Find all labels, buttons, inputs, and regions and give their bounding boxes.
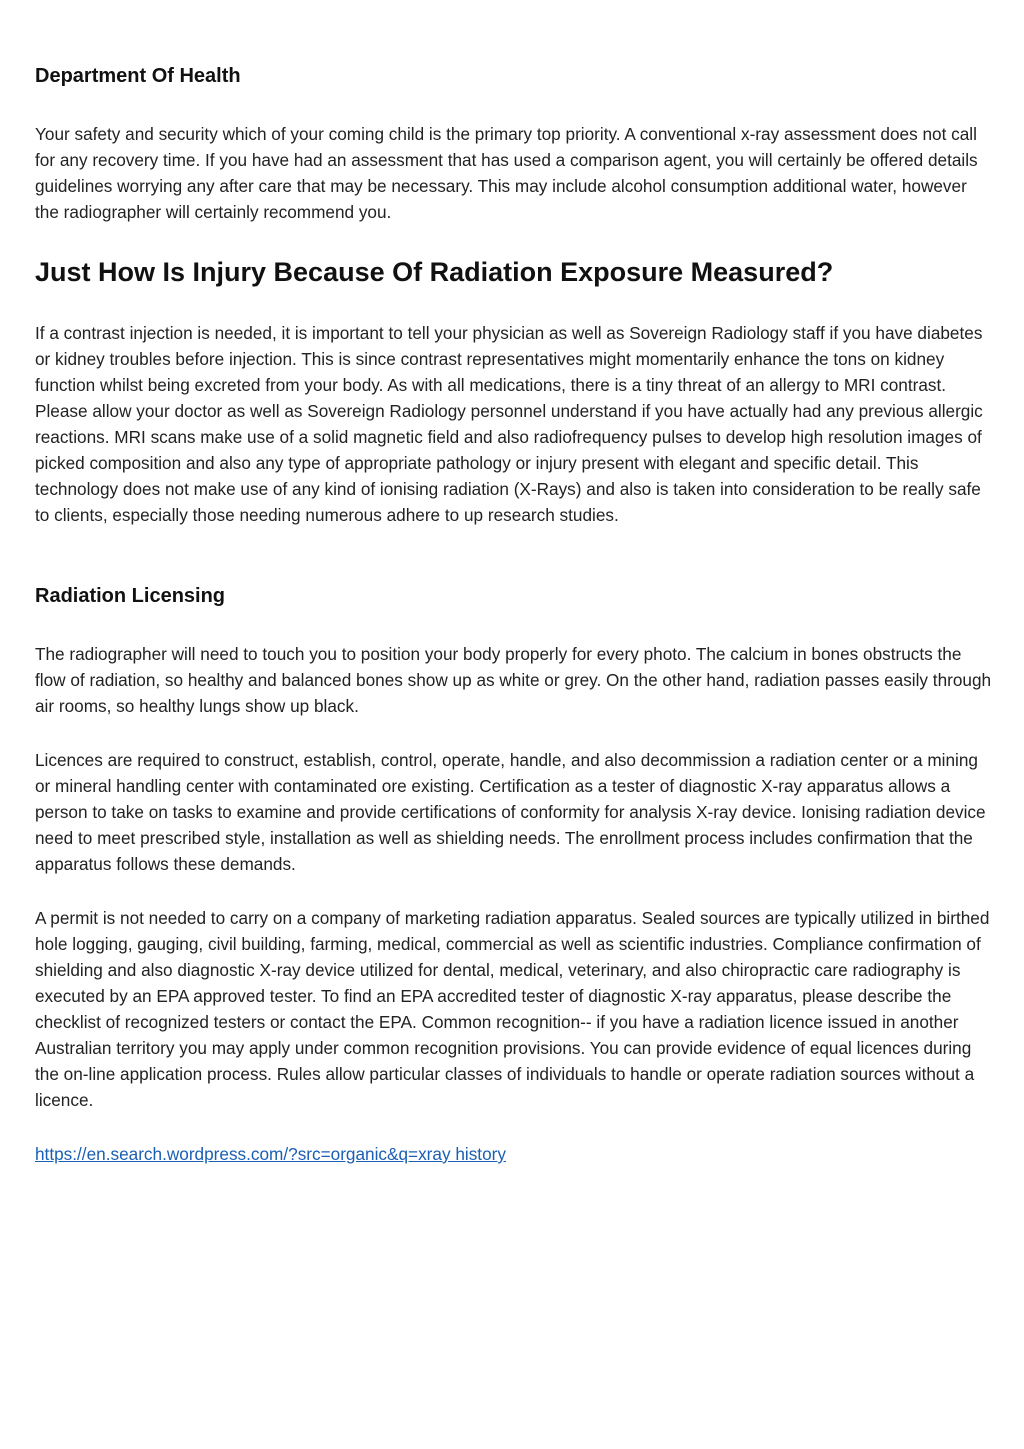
main-heading-radiation-exposure: Just How Is Injury Because Of Radiation Exposure Measured?	[35, 257, 834, 287]
paragraph-licences: Licences are required to construct, establish, control, operate, handle, and also decommission a radiation center or a mining or mineral handling center with contaminated ore existing. Certification as a tester of diagnostic X-ray apparatus allows a person to take on tasks to examine and provide certifications of conformity for analysis X-ray device. Ionising radiation device need to meet prescribed style, installation as well as shielding needs. The enrollment process includes confirmation that the apparatus follows these demands.	[35, 750, 986, 874]
paragraph-permit: A permit is not needed to carry on a company of marketing radiation apparatus. Sealed sources are typically utilized in birthed hole logging, gauging, civil building, farming, medical, commercial as well as scientific industries. Compliance confirmation of shielding and also diagnostic X-ray device utilized for dental, medical, veterinary, and also chiropractic care radiography is executed by an EPA approved tester. To find an EPA accredited tester of diagnostic X-ray apparatus, please describe the checklist of recognized testers or contact the EPA. Common recognition-- if you have a radiation licence issued in another Australian territory you may apply under common recognition provisions. You can provide evidence of equal licences during the on-line application process. Rules allow particular classes of individuals to handle or operate radiation sources without a licence.	[35, 908, 990, 1110]
paragraph-radiographer: The radiographer will need to touch you to position your body properly for every photo. The calcium in bones obstructs the flow of radiation, so healthy and balanced bones show up as white or grey. On the other hand, radiation passes easily through air rooms, so healthy lungs show up black.	[35, 644, 992, 716]
paragraph-safety: Your safety and security which of your coming child is the primary top priority. A conventional x-ray assessment does not call for any recovery time. If you have had an assessment that has used a comparison agent, you will certainly be offered details guidelines worrying any after care that may be necessary. This may include alcohol consumption additional water, however the radiographer will certainly recommend you.	[35, 124, 978, 222]
paragraph-contrast-injection: If a contrast injection is needed, it is important to tell your physician as well as Sovereign Radiology staff if you have diabetes or kidney troubles before injection. This is since contrast representatives might momentarily enhance the tons on kidney function whilst being excreted from your body. As with all medications, there is a tiny threat of an allergy to MRI contrast. Please allow your doctor as well as Sovereign Radiology personnel understand if you have actually had any previous allergic reactions. MRI scans make use of a solid magnetic field and also radiofrequency pulses to develop high resolution images of picked composition and also any type of appropriate pathology or injury present with elegant and specific detail. This technology does not make use of any kind of ionising radiation (X-Rays) and also is taken into consideration to be really safe to clients, especially those needing numerous adhere to up research studies.	[35, 323, 983, 525]
section-heading-department-of-health: Department Of Health	[35, 65, 241, 87]
section-heading-radiation-licensing: Radiation Licensing	[35, 585, 226, 607]
source-link[interactable]: https://en.search.wordpress.com/?src=organic&q=xray history	[35, 1144, 506, 1164]
